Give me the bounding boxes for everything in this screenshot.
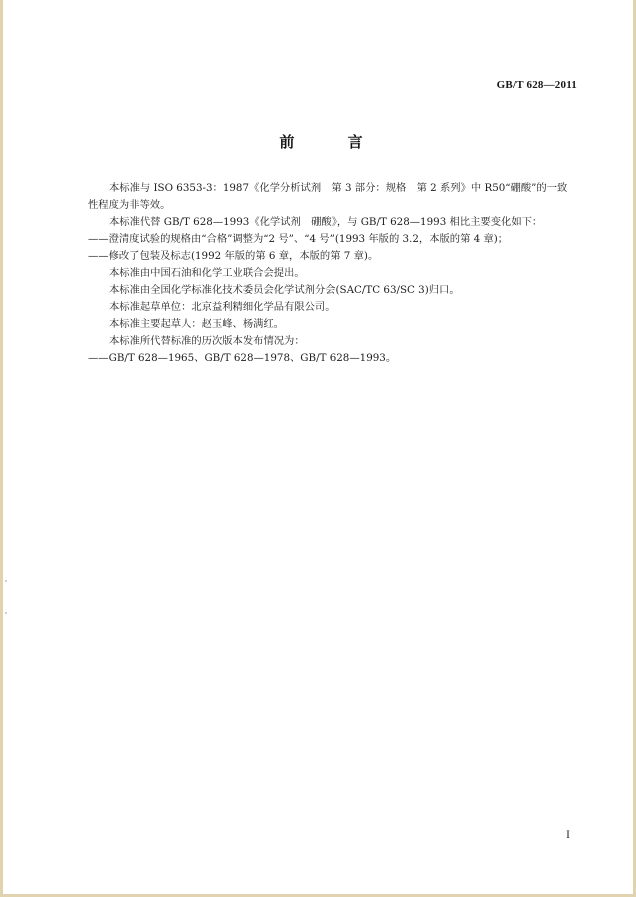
paragraph-replaces: 本标准代替 GB/T 628—1993《化学试剂 硼酸》，与 GB/T 628—1993 相比主要变化如下： xyxy=(109,216,543,228)
paragraph-proposed-by: 本标准由中国石油和化学工业联合会提出。 xyxy=(109,267,305,279)
paragraph-history-intro: 本标准所代替标准的历次版本发布情况为： xyxy=(109,335,305,347)
page-title: 前 言 xyxy=(279,133,387,151)
change-item-clarity: ——澄清度试验的规格由“合格”调整为“2 号”、“4 号”(1993 年版的 3.2，本版的第 4 章)； xyxy=(88,233,509,245)
history-item-versions: ——GB/T 628—1965、GB/T 628—1978、GB/T 628—1993。 xyxy=(88,352,397,364)
paragraph-drafting-unit: 本标准起草单位：北京益利精细化学品有限公司。 xyxy=(109,301,336,313)
paragraph-consistency: 本标准与 ISO 6353-3：1987《化学分析试剂 第 3 部分：规格 第 2 系列》中 R50“硼酸”的一致性程度为非等效。 xyxy=(88,182,568,211)
standard-code: GB/T 628—2011 xyxy=(496,79,577,91)
document-page xyxy=(3,0,633,894)
change-item-packaging: ——修改了包装及标志(1992 年版的第 6 章，本版的第 7 章)。 xyxy=(88,250,379,262)
foreword-body xyxy=(88,180,575,367)
paragraph-managed-by: 本标准由全国化学标准化技术委员会化学试剂分会(SAC/TC 63/SC 3)归口。 xyxy=(109,284,460,296)
scan-speck xyxy=(5,580,7,582)
paragraph-drafters: 本标准主要起草人：赵玉峰、杨满红。 xyxy=(109,318,285,330)
page-number: I xyxy=(566,827,570,841)
scan-speck xyxy=(5,612,7,614)
